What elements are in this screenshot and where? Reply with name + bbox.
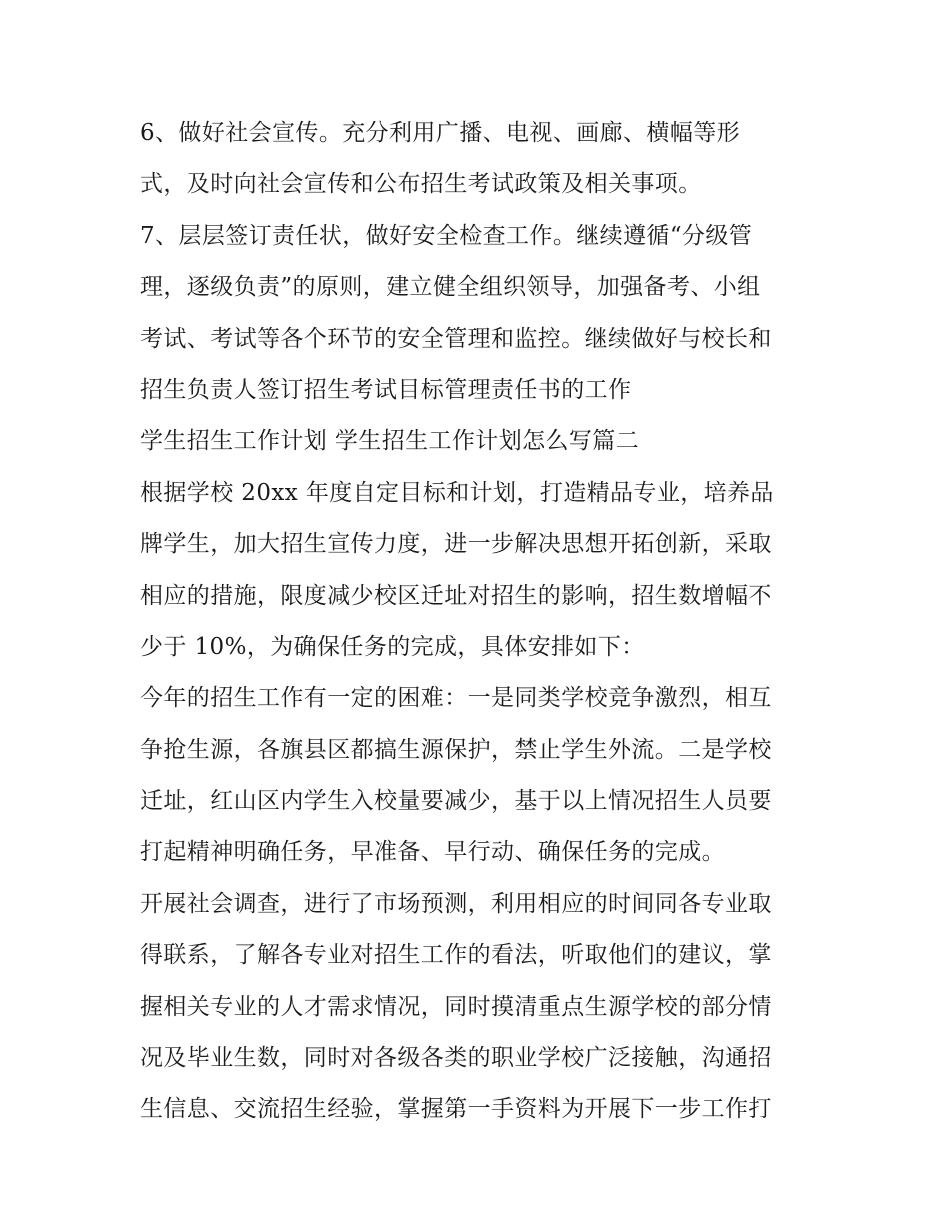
- text-line: 生信息、交流招生经验，掌握第一手资料为开展下一步工作打: [140, 1096, 772, 1123]
- text-line: 式，及时向社会宣传和公布招生考试政策及相关事项。: [140, 171, 702, 198]
- text-line: 争抢生源，各旗县区都搞生源保护，禁止学生外流。二是学校: [140, 736, 772, 763]
- text-line: 况及毕业生数，同时对各级各类的职业学校广泛接触，沟通招: [140, 1045, 772, 1072]
- text-line: 今年的招生工作有一定的困难：一是同类学校竞争激烈，相互: [140, 685, 772, 712]
- section-heading: 学生招生工作计划 学生招生工作计划怎么写篇二: [140, 428, 640, 455]
- text-line: 考试、考试等各个环节的安全管理和监控。继续做好与校长和: [140, 325, 772, 352]
- text-line: 相应的措施，限度减少校区迁址对招生的影响，招生数增幅不: [140, 582, 772, 609]
- text-line: 根据学校 20xx 年度自定目标和计划，打造精品专业，培养品: [140, 479, 774, 506]
- text-line: 牌学生，加大招生宣传力度，进一步解决思想开拓创新，采取: [140, 531, 772, 558]
- document-body: [140, 108, 820, 1136]
- text-line: 少于 10%，为确保任务的完成，具体安排如下：: [140, 633, 645, 660]
- text-line: 握相关专业的人才需求情况，同时摸清重点生源学校的部分情: [140, 993, 772, 1020]
- text-line: 招生负责人签订招生考试目标管理责任书的工作: [140, 376, 632, 403]
- text-line: 6、做好社会宣传。充分利用广播、电视、画廊、横幅等形: [140, 120, 741, 146]
- text-line: 开展社会调查，进行了市场预测，利用相应的时间同各专业取: [140, 890, 772, 917]
- text-line: 迁址，红山区内学生入校量要减少，基于以上情况招生人员要: [140, 788, 772, 815]
- text-line: 打起精神明确任务，早准备、早行动、确保任务的完成。: [140, 839, 725, 866]
- text-line: 7、层层签订责任状，做好安全检查工作。继续遵循“分级管: [140, 222, 753, 249]
- text-line: 得联系，了解各专业对招生工作的看法，听取他们的建议，掌: [140, 942, 772, 969]
- text-line: 理，逐级负责”的原则，建立健全组织领导，加强备考、小组: [140, 274, 761, 301]
